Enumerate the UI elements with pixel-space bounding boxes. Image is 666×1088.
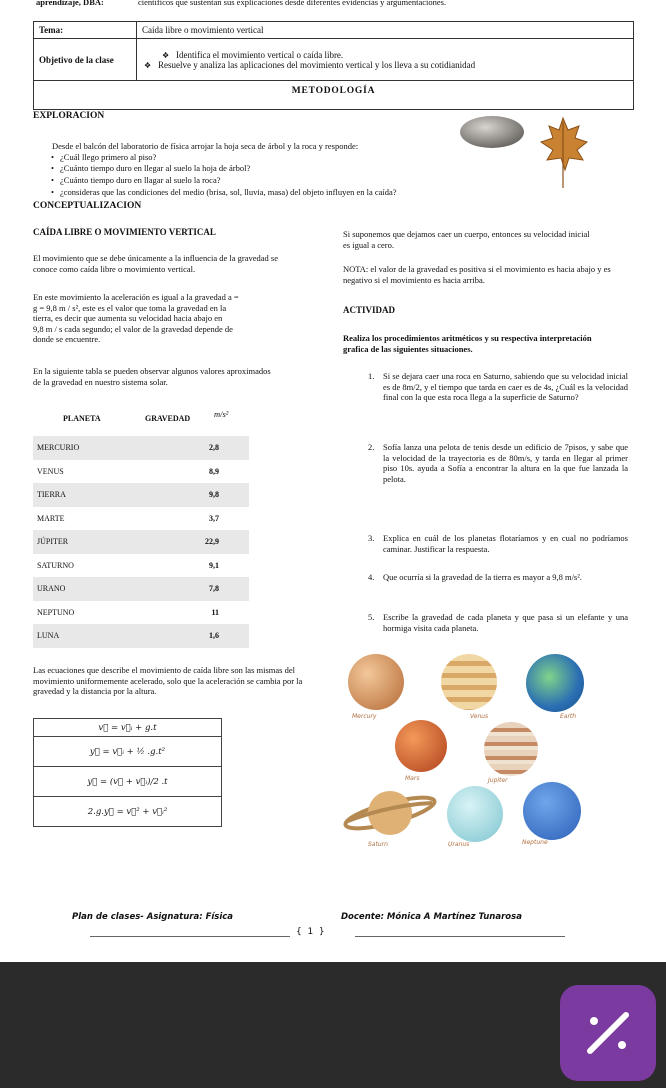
gravity-row xyxy=(33,554,249,578)
footer-plan: Plan de clases- Asignatura: Física xyxy=(72,912,234,922)
gravity-table xyxy=(33,436,249,648)
col-gravedad: GRAVEDAD xyxy=(145,414,191,423)
activity-text: Sofía lanza una pelota de tenis desde un edificio de 7pisos, y sabe que la velocidad de la trayectoria es de 80m/s, y tarda en llegar al primer piso 10s. ayuda a Sofía a encontrar la altura en la que fue lanzada la pelota. xyxy=(383,442,628,484)
venus-icon xyxy=(441,654,497,710)
p2-line: g = 9,8 m / s², este es el valor que toma la gravedad en la xyxy=(33,302,227,313)
equation: y⃗ = (v⃗ + v⃗ᵢ)/2 .t xyxy=(34,767,222,797)
page-number: { 1 } xyxy=(296,927,325,937)
uranus-icon xyxy=(447,786,503,842)
activity-text: Explica en cuál de los planetas flotaríamos y en cual no podríamos caminar. Justificar la respuesta. xyxy=(383,533,628,554)
planet-label: Neptune xyxy=(522,839,548,846)
page-number-value: 1 xyxy=(307,927,314,937)
exploracion-title: EXPLORACION xyxy=(33,111,105,121)
activity-text: Que ocurría si la gravedad de la tierra es mayor a 9,8 m/s². xyxy=(383,572,582,582)
activity-item-3: 3. Explica en cuál de los planetas flotaríamos y en cual no podríamos caminar. Justificar la respuesta. xyxy=(368,533,628,554)
objetivos-cell xyxy=(137,39,634,81)
planet-label: Saturn xyxy=(368,841,388,848)
metodologia-heading: METODOLOGÍA xyxy=(33,80,634,110)
planet-name: NEPTUNO xyxy=(37,607,75,617)
equation: y⃗ = v⃗ᵢ + ½ .g.t² xyxy=(34,737,222,767)
conceptualizacion-title: CONCEPTUALIZACION xyxy=(33,201,142,211)
paragraph-2 xyxy=(33,292,305,345)
planet-label: Mercury xyxy=(352,713,377,720)
equations-table xyxy=(33,718,222,827)
gravity-row xyxy=(33,577,249,601)
exploracion-question: • ¿consideras que las condiciones del medio (brisa, sol, lluvia, masa) del objeto influyen en la caída? xyxy=(60,187,397,197)
objetivo-item: Identifica el movimiento vertical o caída libre. xyxy=(176,49,344,60)
planet-label: Jupiter xyxy=(488,777,508,784)
actividad-instructions: Realiza los procedimientos aritméticos y su respectiva interpretación grafica de las siguientes situaciones. xyxy=(343,333,592,354)
subtitle: CAÍDA LIBRE O MOVIMIENTO VERTICAL xyxy=(33,227,216,237)
equation: v⃗ = v⃗ᵢ + g.t xyxy=(34,719,222,737)
tema-label: Tema: xyxy=(34,22,137,39)
planet-name: URANO xyxy=(33,577,143,601)
activity-item-2: 2. Sofía lanza una pelota de tenis desde un edificio de 7pisos, y sabe que la velocidad de la trayectoria es de 80m/s, y tarda en llegar al primer piso 10s. ayuda a Sofía a encontrar la altura en la que fue lanzada la pelota. xyxy=(368,442,628,484)
dba-label: aprendizaje, DBA: xyxy=(36,0,104,7)
paragraph-1: El movimiento que se debe únicamente a la influencia de la gravedad se conoce como caída libre o movimiento vertical. xyxy=(33,253,278,274)
planet-name: MARTE xyxy=(37,513,65,523)
dry-leaf-image xyxy=(537,114,589,192)
planet-name: TIERRA xyxy=(33,483,143,507)
exploracion-intro: Desde el balcón del laboratorio de física arrojar la hoja seca de árbol y la roca y responde: xyxy=(52,141,359,151)
nota: NOTA: el valor de la gravedad es positiva si el movimiento es hacia abajo y es negativo si el movimiento es hacia arriba. xyxy=(343,264,611,285)
exploracion-question: • ¿Cuánto tiempo duro en llagar al suelo la roca? xyxy=(60,175,221,185)
gravity-value: 7,8 xyxy=(143,577,249,601)
gravity-row xyxy=(33,507,249,531)
p2-line: donde se encuentre. xyxy=(33,334,101,344)
activity-item-4: 4. Que ocurría si la gravedad de la tierra es mayor a 9,8 m/s². xyxy=(368,572,582,582)
paragraph-4: Las ecuaciones que describe el movimiento de caída libre son las mismas del movimiento uniformemente acelerado, solo que la aceleración se cambia por la gravedad y la distancia por la altura. xyxy=(33,665,303,696)
mercury-icon xyxy=(348,654,404,710)
col-planeta: PLANETA xyxy=(63,414,101,423)
footer-line-right xyxy=(355,936,565,937)
gravity-row xyxy=(33,624,249,648)
gravity-value: 11 xyxy=(211,607,219,617)
exploracion-question: • ¿Cuál llego primero al piso? xyxy=(60,152,156,162)
planet-name: SATURNO xyxy=(37,560,74,570)
planet-name: JÚPITER xyxy=(33,530,143,554)
gravity-value: 22,9 xyxy=(143,530,249,554)
tema-value: Caída libre o movimiento vertical xyxy=(137,22,634,39)
gravity-row xyxy=(33,460,249,484)
p2-line: 9,8 m / s cada segundo; el valor de la gravedad depende de xyxy=(33,323,233,334)
exploracion-question: • ¿Cuánto tiempo duro en llegar al suelo la hoja de árbol? xyxy=(60,163,250,173)
gravity-row xyxy=(33,530,249,554)
gravity-value: 9,8 xyxy=(143,483,249,507)
diamond-bullet-icon: ❖ xyxy=(144,60,152,70)
neptune-icon xyxy=(523,782,581,840)
footer-line-left xyxy=(90,936,290,937)
gravity-value: 2,8 xyxy=(143,436,249,460)
gravity-value: 8,9 xyxy=(209,466,219,476)
objetivo-item: Resuelve y analiza las aplicaciones del movimiento vertical y los lleva a su cotidianidad xyxy=(158,59,476,70)
footer-docente: Docente: Mónica A Martínez Tunarosa xyxy=(341,912,522,922)
activity-item-1: 1. Si se dejara caer una roca en Saturno, sabiendo que su velocidad inicial es de 8m/2, y el tiempo que tarda en caer es de 4s, ¿Cuál es la velocidad final con la que esta roca llega a la superficie de Saturno? xyxy=(368,371,628,402)
objetivo-label: Objetivo de la clase xyxy=(34,39,137,81)
planet-label: Venus xyxy=(470,713,489,720)
header-table xyxy=(33,21,634,81)
rock-image xyxy=(457,111,527,153)
jupiter-icon xyxy=(484,722,538,776)
gravity-value: 1,6 xyxy=(143,624,249,648)
actividad-title: ACTIVIDAD xyxy=(343,305,396,315)
activity-item-5: 5. Escribe la gravedad de cada planeta y que pasa si un elefante y una hormiga visita cada planeta. xyxy=(368,612,628,633)
planet-name: VENUS xyxy=(37,466,64,476)
planet-name: MERCURIO xyxy=(33,436,143,460)
planet-label: Mars xyxy=(405,775,420,782)
edit-fab-button[interactable] xyxy=(560,985,656,1081)
dba-text: científicos que sustentan sus explicaciones desde diferentes evidencias y argumentaciones. xyxy=(138,0,447,7)
gravity-row xyxy=(33,436,249,460)
planet-name: LUNA xyxy=(33,624,143,648)
right-paragraph-1: Si suponemos que dejamos caer un cuerpo, entonces su velocidad inicial es igual a cero. xyxy=(343,229,590,250)
saturn-icon xyxy=(340,785,440,841)
diamond-bullet-icon: ❖ xyxy=(162,50,170,60)
paragraph-3: En la siguiente tabla se pueden observar algunos valores aproximados de la gravedad en nuestro sistema solar. xyxy=(33,366,271,387)
gravity-value: 9,1 xyxy=(209,560,219,570)
equation: 2.g.y⃗ = v⃗² + v⃗ᵢ² xyxy=(34,797,222,827)
gravity-row xyxy=(33,483,249,507)
mars-icon xyxy=(395,720,447,772)
planet-label: Uranus xyxy=(448,841,470,848)
p2-line: En este movimiento la aceleración es igual a la gravedad a = xyxy=(33,292,239,302)
gravity-value: 3,7 xyxy=(209,513,219,523)
gravity-row xyxy=(33,601,249,625)
planet-label: Earth xyxy=(560,713,577,720)
col-unit: m/s² xyxy=(214,409,229,419)
activity-text: Si se dejara caer una roca en Saturno, sabiendo que su velocidad inicial es de 8m/2, y el tiempo que tarda en caer es de 4s, ¿Cuál es la velocidad final con la que esta roca llega a la superficie de Saturno? xyxy=(383,371,628,402)
p2-line: tierra, es decir que aumenta su velocidad hacia abajo en xyxy=(33,313,223,323)
earth-icon xyxy=(526,654,584,712)
activity-text: Escribe la gravedad de cada planeta y que pasa si un elefante y una hormiga visita cada planeta. xyxy=(383,612,628,633)
pencil-icon xyxy=(560,985,656,1081)
